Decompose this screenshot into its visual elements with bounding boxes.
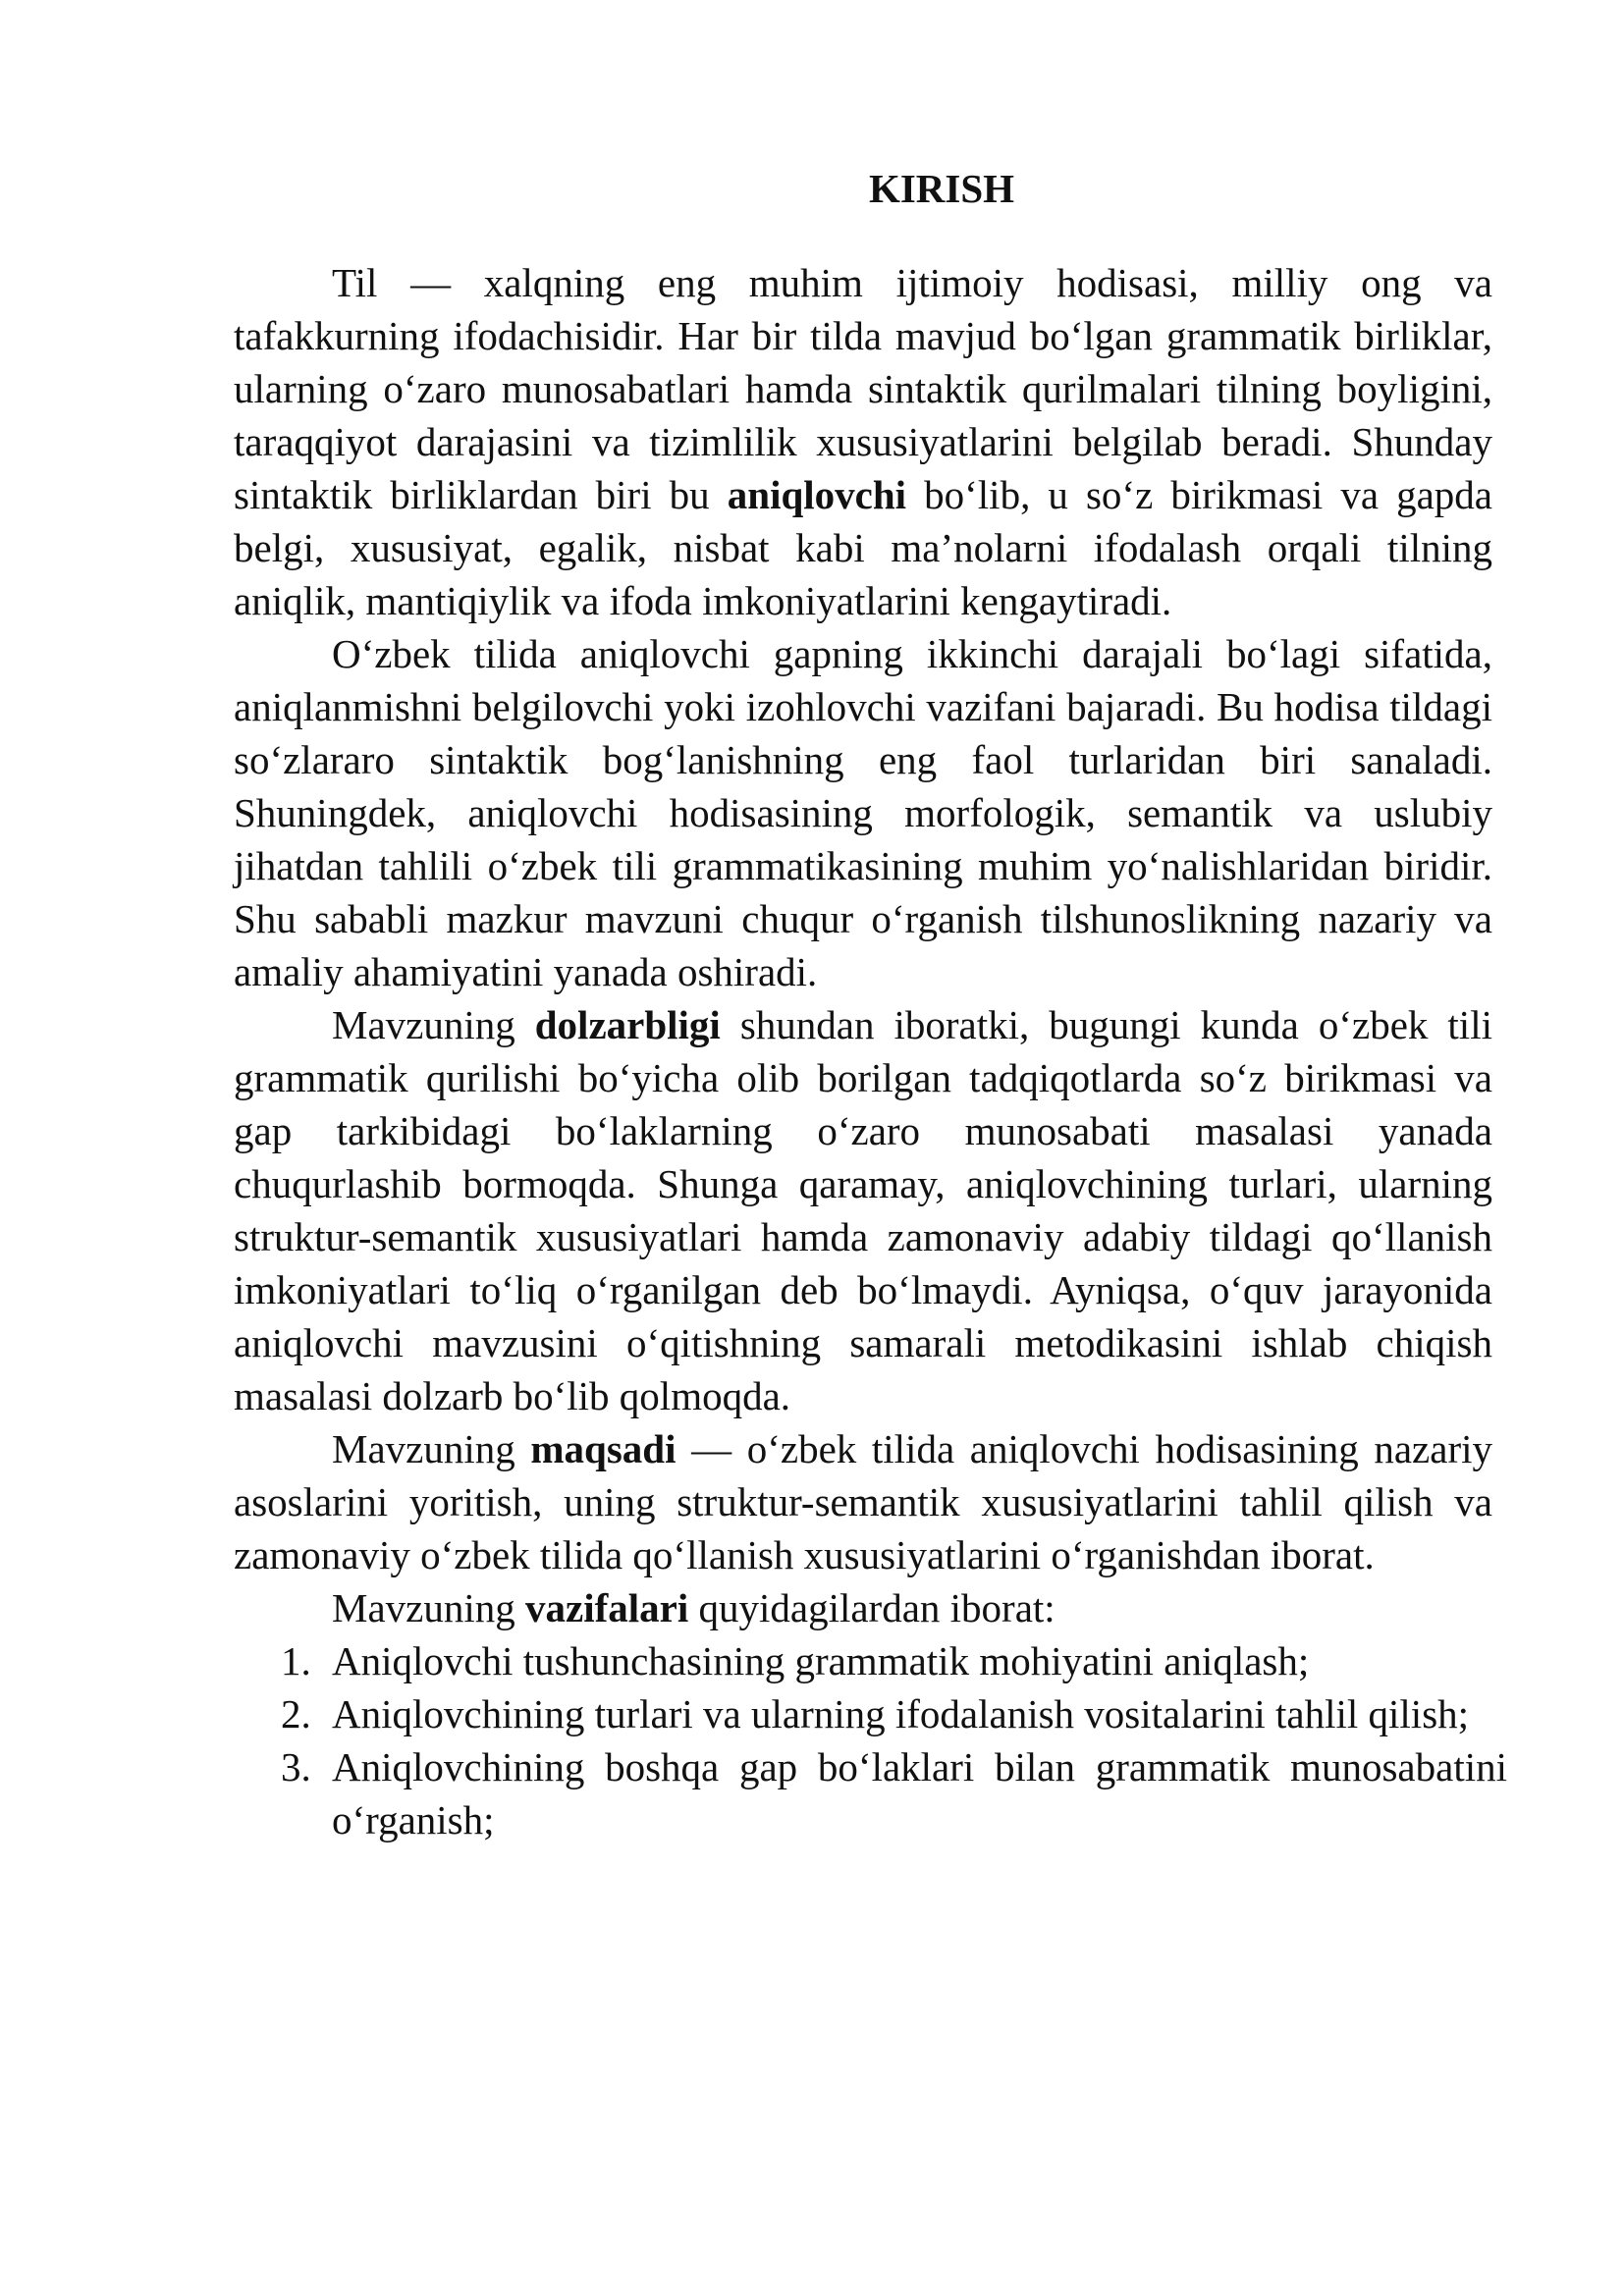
intro-paragraph	[234, 256, 1492, 627]
paragraph-text: Til — xalqning eng muhim ijtimoiy hodisasi, milliy ong va tafakkurning ifodachisidir. Har bir tilda mavjud boʻlgan grammatik birliklar, ularning oʻzaro munosabatlari hamda sintaktik qurilmalari tilning boyligini, taraqqiyot darajasini va tizimlilik xususiyatlarini belgilab beradi. Shunday sintaktik birliklardan biri bu	[234, 260, 1492, 517]
list-number: 2.	[281, 1691, 311, 1736]
bold-term-vazifalari: vazifalari	[525, 1585, 689, 1630]
list-item-text: Aniqlovchi tushunchasining grammatik mohiyatini aniqlash;	[332, 1638, 1310, 1683]
paragraph-text: — oʻzbek tilida aniqlovchi hodisasining nazariy asoslarini yoritish, uning struktur-semantik xususiyatlarini tahlil qilish va zamonaviy oʻzbek tilida qoʻllanish xususiyatlarini oʻrganishdan iborat.	[234, 1426, 1492, 1577]
tasks-list	[234, 1634, 1507, 1846]
bold-term-dolzarbligi: dolzarbligi	[534, 1002, 721, 1047]
list-number: 1.	[281, 1638, 311, 1683]
paragraph-text: Mavzuning	[332, 1002, 535, 1047]
page-title: KIRISH	[868, 166, 1015, 211]
paragraph-text: Mavzuning	[332, 1426, 531, 1471]
definition-paragraph: Oʻzbek tilida aniqlovchi gapning ikkinchi darajali boʻlagi sifatida, aniqlanmishni belgilovchi yoki izohlovchi vazifani bajaradi. Bu hodisa tildagi soʻzlararo sintaktik bogʻlanishning eng faol turlaridan biri sanaladi. Shuningdek, aniqlovchi hodisasining morfologik, semantik va uslubiy jihatdan tahlili oʻzbek tili grammatikasining muhim yoʻnalishlaridan biridir. Shu sababli mazkur mavzuni chuqur oʻrganish tilshunoslikning nazariy va amaliy ahamiyatini yanada oshiradi.	[234, 631, 1492, 994]
bold-term-aniqlovchi: aniqlovchi	[727, 472, 907, 517]
list-number: 3.	[281, 1744, 311, 1789]
tasks-intro-paragraph	[234, 1581, 1492, 1634]
bold-term-maqsadi: maqsadi	[530, 1426, 677, 1471]
list-item	[234, 1687, 1507, 1740]
paragraph-text: shundan iboratki, bugungi kunda oʻzbek tili grammatik qurilishi boʻyicha olib borilgan tadqiqotlarda soʻz birikmasi va gap tarkibidagi boʻlaklarning oʻzaro munosabati masalasi yanada chuqurlashib bormoqda. Shunga qaramay, aniqlovchining turlari, ularning struktur-semantik xususiyatlari hamda zamonaviy adabiy tildagi qoʻllanish imkoniyatlari toʻliq oʻrganilgan deb boʻlmaydi. Ayniqsa, oʻquv jarayonida aniqlovchi mavzusini oʻqitishning samarali metodikasini ishlab chiqish masalasi dolzarb boʻlib qolmoqda.	[234, 1002, 1492, 1418]
document-page	[234, 162, 1507, 1846]
goal-paragraph	[234, 1422, 1492, 1581]
list-item-text: Aniqlovchining boshqa gap boʻlaklari bilan grammatik munosabatini oʻrganish;	[332, 1744, 1507, 1842]
paragraph-text: quyidagilardan iborat:	[688, 1585, 1056, 1630]
relevance-paragraph	[234, 998, 1492, 1422]
paragraph-text: Mavzuning	[332, 1585, 525, 1630]
list-item	[234, 1740, 1507, 1846]
list-item	[234, 1634, 1507, 1687]
list-item-text: Aniqlovchining turlari va ularning ifodalanish vositalarini tahlil qilish;	[332, 1691, 1470, 1736]
paragraph-text: boʻlib, u soʻz birikmasi va gapda belgi, xususiyat, egalik, nisbat kabi ma’nolarni ifodalash orqali tilning aniqlik, mantiqiylik va ifoda imkoniyatlarini kengaytiradi.	[234, 472, 1493, 623]
